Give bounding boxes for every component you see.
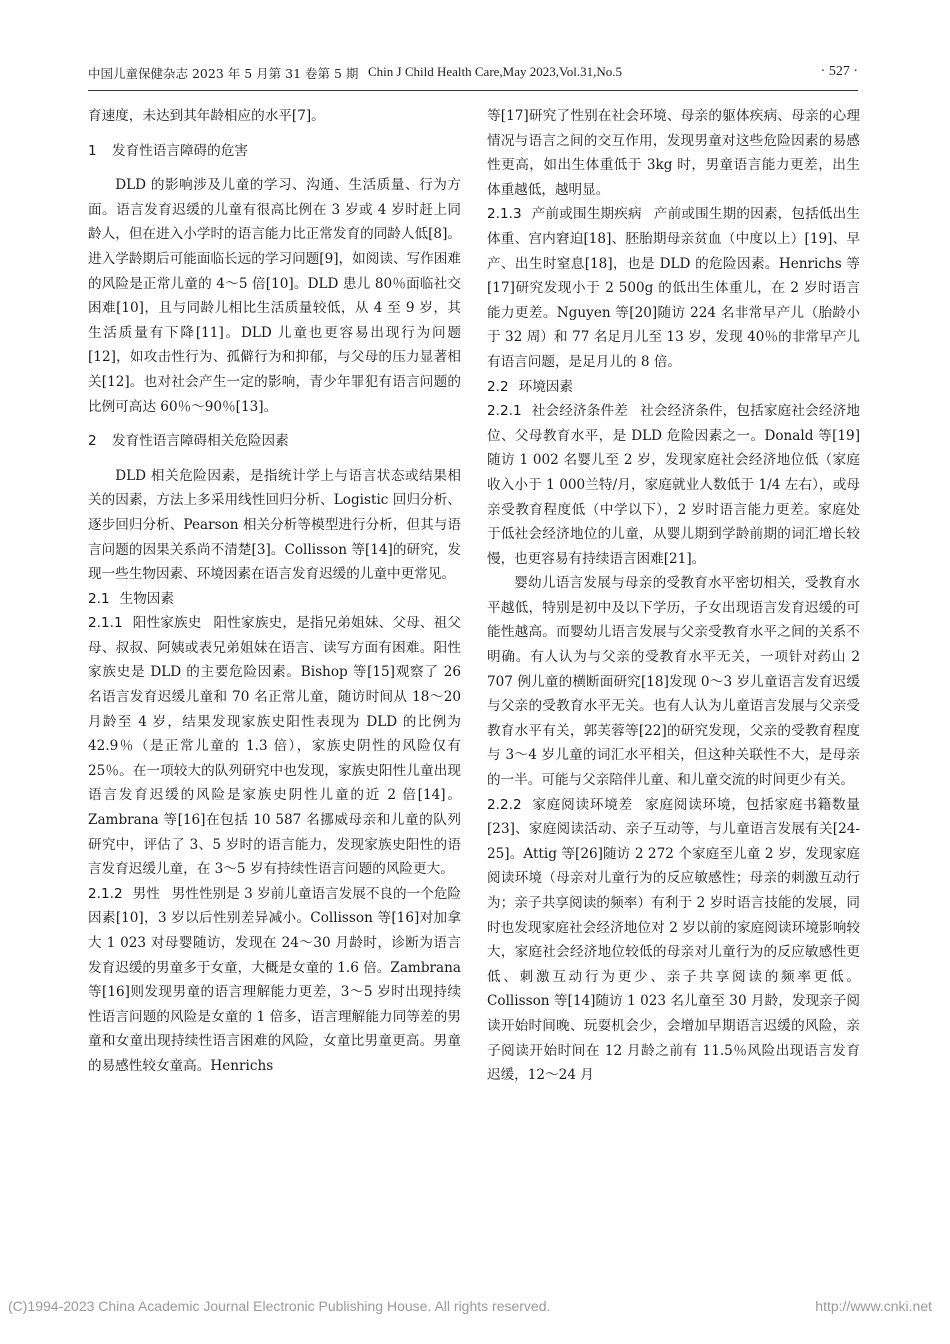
paragraph-body: 社会经济条件，包括家庭社会经济地位、父母教育水平，是 DLD 危险因素之一。Donald 等[19]随访 1 002 名婴儿至 2 岁，发现家庭社会经济地位低（家庭收入小于 1 000兰特/月，家庭就业人数低于 1/4 左右），或母亲受教育程度低（中学以下），2 岁时语言能力更差。家庭处于低社会经济地位的儿童，从婴儿期到学龄前期的词汇增长较慢，也更容易有持续语言困难[21]。: [487, 403, 861, 567]
paragraph-2-2-2: [487, 793, 860, 1088]
paragraph: DLD 的影响涉及儿童的学习、沟通、生活质量、行为方面。语言发育迟缓的儿童有很高比例在 3 岁或 4 岁时赶上同龄人，但在进入小学时的语言能力比正常发育的同龄人低[8]。进入学龄期后可能面临长远的学习问题[9]，如阅读、写作困难的风险是正常儿童的 4～5 倍[10]。DLD 患儿 80％面临社交困难[10]，且与同龄儿相比生活质量较低，从 4 至 9 岁，其生活质量有下降[11]。DLD 儿童也更容易出现行为问题[12]，如攻击性行为、孤僻行为和抑郁，与父母的压力显著相关[12]。也对社会产生一定的影响，青少年罪犯有语言问题的比例可高达 60％～90％[13]。: [88, 177, 461, 415]
right-column: [487, 104, 860, 1088]
page-number: · 527 ·: [820, 64, 858, 79]
paragraph-continued: 育速度，未达到其年龄相应的水平[7]。: [88, 108, 325, 124]
paragraph-body: 男性性别是 3 岁前儿童语言发展不良的一个危险因素[10]，3 岁以后性别差异减小。Collisson 等[16]对加拿大 1 023 对母婴随访，发现在 24～30 月龄时，诊断为语言发育迟缓的男童多于女童，大概是女童的 1.6 倍。Zambrana 等[16]则发现男童的语言理解能力更差，3～5 岁时出现持续性语言问题的风险是女童的 1 倍多，语言理解能力同等差的男童和女童出现持续性语言困难的风险，女童比男童更高。男童的易感性较女童高。Henrichs: [88, 885, 462, 1074]
subsubsection-heading: [88, 886, 160, 902]
subsection-number: 2.1: [88, 590, 110, 607]
subsubsection-title: 家庭阅读环境差: [531, 796, 634, 813]
section-heading-2: [88, 429, 461, 454]
running-header: [88, 64, 858, 86]
footer-link[interactable]: http://www.cnki.net: [815, 1298, 932, 1314]
paragraph-continued: 等[17]研究了性别在社会环境、母亲的躯体疾病、母亲的心理情况与语言之间的交互作用，发现男童对这些危险因素的易感性更高，如出生体重低于 3kg 时，男童语言能力更差，出生体重越低，越明显。: [487, 108, 860, 198]
paragraph-body: 产前或围生期的因素，包括低出生体重、宫内窘迫[18]、胚胎期母亲贫血（中度以上）[19]、早产、出生时窒息[18]，也是 DLD 的危险因素。Henrichs 等[17]研究发现小于 2 500g 的低出生体重儿，在 2 岁时语言能力更差。Nguyen 等[20]随访 224 名非常早产儿（胎龄小于 32 周）和 77 名足月儿至 13 岁，发现 40％的非常早产儿有语言问题，是足月儿的 8 倍。: [487, 206, 861, 370]
section-number: 1: [88, 142, 97, 159]
copyright-notice: (C)1994-2023 China Academic Journal Electronic Publishing House. All rights reserved.: [8, 1298, 551, 1314]
section-title: 发育性语言障碍相关危险因素: [112, 433, 289, 450]
subsubsection-number: 2.1.2: [88, 885, 123, 902]
journal-title-en: Chin J Child Health Care,May 2023,Vol.31,No.5: [368, 64, 622, 79]
section-heading-1: [88, 139, 461, 164]
section-title: 发育性语言障碍的危害: [112, 142, 248, 159]
subsubsection-heading: [487, 797, 633, 813]
subsection-heading-2-2: [487, 375, 860, 400]
subsubsection-number: 2.1.1: [88, 615, 123, 632]
subsubsection-heading: [487, 403, 628, 419]
subsubsection-heading: [487, 206, 642, 222]
section-number: 2: [88, 433, 97, 450]
subsubsection-title: 男性: [132, 885, 160, 902]
paragraph-2-1-2: [88, 882, 461, 1079]
subsection-heading-2-1: [88, 587, 461, 612]
subsubsection-number: 2.2.2: [487, 796, 522, 813]
paragraph-2-2-1: [487, 399, 860, 571]
subsubsection-title: 社会经济条件差: [531, 403, 629, 420]
subsubsection-heading: [88, 615, 202, 631]
header-rule: [88, 90, 858, 91]
paragraph-body: 阳性家族史，是指兄弟姐妹、父母、祖父母、叔叔、阿姨或表兄弟姐妹在语言、读写方面有困难。阳性家族史是 DLD 的主要危险因素。Bishop 等[15]观察了 26 名语言发育迟缓儿童和 70 名正常儿童，随访时间从 18～20 月龄至 4 岁，结果发现家族史阳性表现为 DLD 的比例为 42.9％（是正常儿童的 1.3 倍），家族史阴性的风险仅有 25％。在一项较大的队列研究中也发现，家族史阳性儿童出现语言发育迟缓的风险是家族史阴性儿童的近 2 倍[14]。Zambrana 等[16]在包括 10 587 名挪威母亲和儿童的队列研究中，评估了 3、5 岁时的语言能力，发现家族史阳性的语言发育迟缓儿童，在 3～5 岁有持续性语言问题的风险更大。: [88, 615, 462, 878]
subsection-number: 2.2: [487, 378, 509, 395]
subsubsection-number: 2.1.3: [487, 206, 522, 223]
left-column: [88, 104, 461, 1079]
paragraph-body: 家庭阅读环境，包括家庭书籍数量[23]、家庭阅读活动、亲子互动等，与儿童语言发展有关[24-25]。Attig 等[26]随访 2 272 个家庭至儿童 2 岁，发现家庭阅读环境（母亲对儿童行为的反应敏感性；母亲的刺激互动行为；亲子共享阅读的频率）有利于 2 岁时语言技能的发展，同时也发现家庭社会经济地位对 2 岁以前的家庭阅读环境影响较大，家庭社会经济地位较低的母亲对儿童行为的反应敏感性更低、刺激互动行为更少、亲子共享阅读的频率更低。Collisson 等[14]随访 1 023 名儿童至 30 月龄，发现亲子阅读开始时间晚、玩耍机会少，会增加早期语言迟缓的风险，亲子阅读开始时间在 12 月龄之前有 11.5％风险出现语言发育迟缓，12～24 月: [487, 796, 861, 1084]
journal-title-cn: 中国儿童保健杂志 2023 年 5 月第 31 卷第 5 期: [88, 66, 359, 81]
paragraph: 婴幼儿语言发展与母亲的受教育水平密切相关，受教育水平越低，特别是初中及以下学历，子女出现语言发育迟缓的可能性越高。而婴幼儿语言发展与父亲受教育水平之间的关系不明确。有人认为与父亲的受教育水平无关，一项针对药山 2 707 例儿童的横断面研究[18]发现 0～3 岁儿童语言发育迟缓与父亲的受教育水平无关。也有人认为儿童语言发展与父亲受教育水平有关，郭芙蓉等[22]的研究发现，父亲的受教育程度与 3～4 岁儿童的词汇水平相关，但这种关联性不大，是母亲的一半。可能与父亲陪伴儿童、和儿童交流的时间更少有关。: [487, 575, 860, 789]
subsection-title: 环境因素: [518, 378, 573, 395]
paragraph: DLD 相关危险因素，是指统计学上与语言状态或结果相关的因素，方法上多采用线性回归分析、Logistic 回归分析、逐步回归分析、Pearson 相关分析等模型进行分析，但其与语言问题的因果关系尚不清楚[3]。Collisson 等[14]的研究，发现一些生物因素、环境因素在语言发育迟缓的儿童中更常见。: [88, 467, 461, 583]
paragraph-2-1-3: [487, 202, 860, 374]
subsubsection-title: 产前或围生期疾病: [531, 206, 642, 223]
subsubsection-number: 2.2.1: [487, 403, 522, 420]
paragraph-2-1-1: [88, 611, 461, 882]
subsubsection-title: 阳性家族史: [132, 615, 202, 632]
subsection-title: 生物因素: [119, 590, 174, 607]
